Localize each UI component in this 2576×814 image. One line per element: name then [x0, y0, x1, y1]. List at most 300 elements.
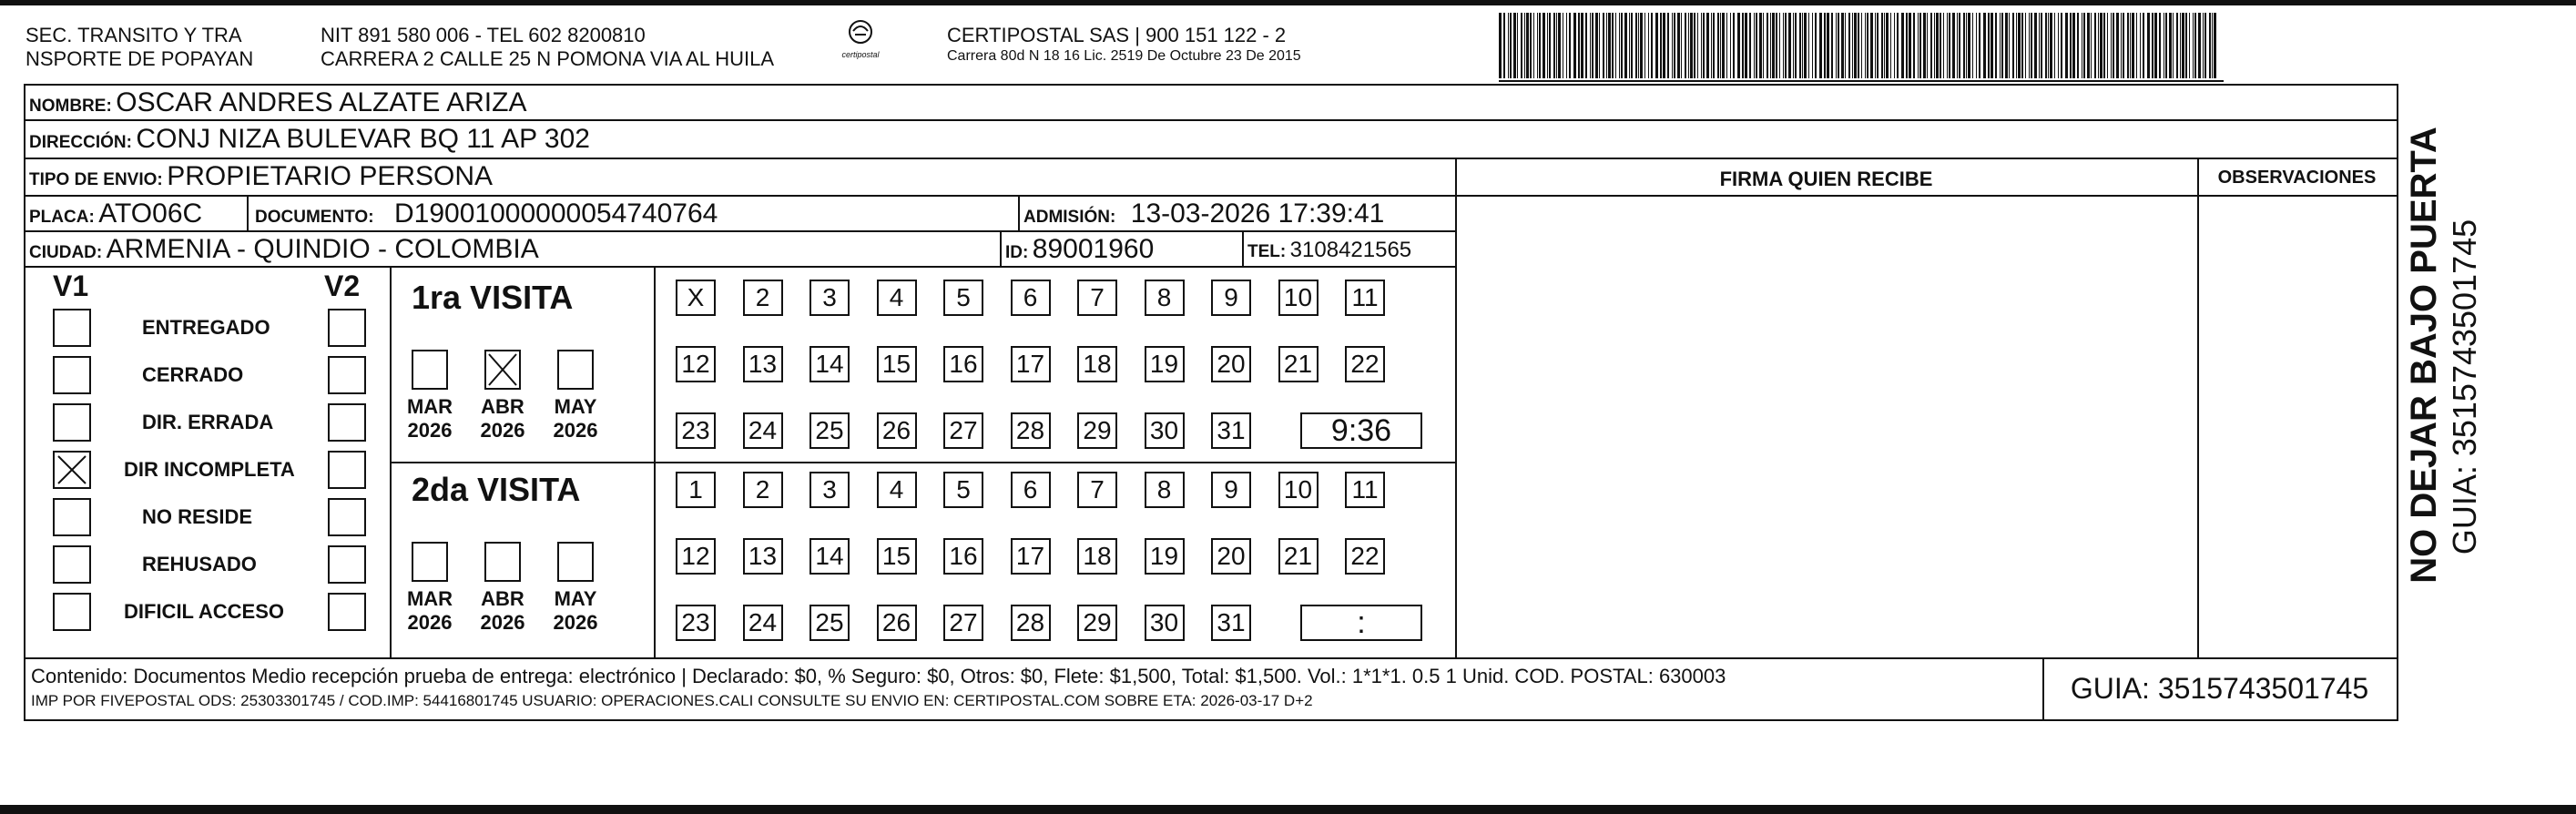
- barcode-bar: [1595, 13, 1598, 78]
- day-box[interactable]: 18: [1077, 538, 1117, 575]
- day-box[interactable]: 19: [1145, 346, 1185, 382]
- barcode-bar: [1890, 13, 1891, 78]
- day-box[interactable]: 6: [1011, 472, 1051, 508]
- month-name: MAR: [406, 587, 453, 610]
- day-box[interactable]: 11: [1345, 280, 1385, 316]
- day-box[interactable]: 21: [1278, 346, 1319, 382]
- barcode-bar: [1884, 13, 1885, 78]
- barcode-bar: [1799, 13, 1801, 78]
- barcode-bar: [1772, 13, 1775, 78]
- barcode-bar: [1983, 13, 1986, 78]
- day-box[interactable]: 29: [1077, 412, 1117, 449]
- v2-checkbox[interactable]: [328, 498, 366, 536]
- barcode-bar: [1812, 13, 1813, 78]
- status-label: DIR. ERRADA: [142, 411, 274, 433]
- barcode-bar: [1804, 13, 1807, 78]
- day-box[interactable]: 12: [676, 538, 716, 575]
- barcode-bar: [1690, 13, 1693, 78]
- barcode-bar: [2123, 13, 2124, 78]
- day-box[interactable]: 22: [1345, 538, 1385, 575]
- form-left-edge: [24, 84, 25, 721]
- barcode-bar: [1952, 13, 1955, 78]
- barcode-bar: [1976, 13, 1977, 78]
- barcode-bar: [1957, 13, 1958, 78]
- direccion-label: DIRECCIÓN:: [29, 133, 132, 152]
- day-box[interactable]: 11: [1345, 472, 1385, 508]
- barcode-bar: [2021, 13, 2023, 78]
- barcode-bar: [1848, 13, 1850, 78]
- v1-checkbox[interactable]: [53, 451, 91, 489]
- v2-label: V2: [324, 270, 361, 302]
- id-field: [1005, 234, 1154, 265]
- month-name: MAR: [406, 395, 453, 418]
- barcode-bar: [2077, 13, 2079, 78]
- day-box[interactable]: 16: [943, 538, 983, 575]
- barcode-bar: [1906, 13, 1908, 78]
- row-line-4: [24, 230, 1455, 232]
- barcode-bar: [1988, 13, 1990, 78]
- month-name: MAY: [554, 395, 597, 418]
- day-box[interactable]: 20: [1211, 538, 1251, 575]
- barcode-bar: [1897, 13, 1899, 78]
- barcode-bar: [2018, 13, 2021, 78]
- barcode-bar: [1674, 13, 1675, 78]
- side-text: [2404, 73, 2504, 637]
- month-label: [544, 395, 607, 443]
- barcode-bar: [2029, 13, 2030, 78]
- barcode-bar: [1901, 13, 1904, 78]
- v1-checkbox[interactable]: [53, 403, 91, 442]
- barcode-bar: [1685, 13, 1686, 78]
- barcode-bar: [1763, 13, 1764, 78]
- nombre-label: NOMBRE:: [29, 97, 112, 116]
- v2-checkbox[interactable]: [328, 593, 366, 631]
- barcode-bar: [2132, 13, 2134, 78]
- day-box[interactable]: 13: [743, 538, 783, 575]
- day-box[interactable]: 3: [809, 472, 850, 508]
- status-label: ENTREGADO: [142, 316, 270, 339]
- day-box[interactable]: 27: [943, 605, 983, 641]
- barcode-bar: [2116, 13, 2119, 78]
- day-box[interactable]: 23: [676, 605, 716, 641]
- ciudad-label: CIUDAD:: [29, 243, 103, 262]
- barcode-bar: [1624, 13, 1627, 78]
- nombre-row: [29, 87, 526, 118]
- barcode-bar: [1590, 13, 1591, 78]
- barcode-bar: [1526, 13, 1529, 78]
- barcode-bar: [2198, 13, 2201, 78]
- barcode-bar: [2000, 13, 2001, 78]
- barcode-bar: [2193, 13, 2194, 78]
- barcode-bar: [2087, 13, 2090, 78]
- barcode-bar: [1672, 13, 1673, 78]
- day-box[interactable]: 29: [1077, 605, 1117, 641]
- barcode-bar: [1770, 13, 1771, 78]
- day-box[interactable]: 20: [1211, 346, 1251, 382]
- admision-sep: [1018, 195, 1020, 231]
- time-box[interactable]: 9:36: [1300, 412, 1422, 449]
- barcode-bar: [2136, 13, 2137, 78]
- check-x-icon: [55, 453, 89, 487]
- day-box[interactable]: 2: [743, 280, 783, 316]
- barcode-bar: [1875, 13, 1876, 78]
- barcode-bar: [1503, 13, 1505, 78]
- row-line-3: [24, 195, 2398, 197]
- tel-value: 3108421565: [1289, 238, 1412, 262]
- barcode-bar: [1852, 13, 1853, 78]
- barcode-bar: [1923, 13, 1926, 78]
- day-box[interactable]: 23: [676, 412, 716, 449]
- barcode-bar: [2009, 13, 2010, 78]
- day-box[interactable]: 7: [1077, 472, 1117, 508]
- barcode-bar: [2147, 13, 2150, 78]
- barcode-bar: [2121, 13, 2122, 78]
- barcode-bar: [1968, 13, 1970, 78]
- barcode-bar: [1569, 13, 1571, 78]
- day-box[interactable]: 27: [943, 412, 983, 449]
- tel-field: [1247, 238, 1411, 263]
- barcode-bar: [2025, 13, 2026, 78]
- barcode-bar: [1802, 13, 1803, 78]
- barcode-bar: [2173, 13, 2174, 78]
- barcode-bar: [1733, 13, 1735, 78]
- day-box[interactable]: 14: [809, 538, 850, 575]
- barcode-bar: [2054, 13, 2055, 78]
- barcode-bar: [1767, 13, 1768, 78]
- id-value: 89001960: [1032, 234, 1155, 264]
- barcode-bar: [1858, 13, 1859, 78]
- barcode-bar: [1722, 13, 1725, 78]
- barcode-bar: [2127, 13, 2129, 78]
- barcode-bar: [2165, 13, 2167, 78]
- day-box[interactable]: 17: [1011, 538, 1051, 575]
- status-label: CERRADO: [142, 363, 244, 386]
- imp-text: IMP POR FIVEPOSTAL ODS: 25303301745 / COD.IMP: 54416801745 USUARIO: OPERACIONES.CALI CONSULTE SU ENVIO EN: CERTIPOSTAL.COM SOBRE ETA: 2026-03-17 D+2: [31, 692, 1313, 709]
- barcode-bar: [2048, 13, 2049, 78]
- day-box[interactable]: 10: [1278, 472, 1319, 508]
- barcode-bar: [2091, 13, 2092, 78]
- month-checkbox[interactable]: [412, 350, 448, 390]
- day-box[interactable]: 1: [676, 472, 716, 508]
- barcode-bar: [1947, 13, 1948, 78]
- barcode-bar: [1934, 13, 1935, 78]
- barcode-bar: [1543, 13, 1545, 78]
- barcode-bar: [1539, 13, 1541, 78]
- barcode-bar: [2204, 13, 2206, 78]
- barcode-bar: [1581, 13, 1583, 78]
- v2-checkbox[interactable]: [328, 309, 366, 347]
- barcode-bar: [1783, 13, 1784, 78]
- v1-label: V1: [53, 270, 89, 302]
- day-box[interactable]: 22: [1345, 346, 1385, 382]
- barcode-bar: [2070, 13, 2072, 78]
- day-box[interactable]: 15: [877, 538, 917, 575]
- v2-checkbox[interactable]: [328, 403, 366, 442]
- barcode-bar: [1959, 13, 1960, 78]
- day-box[interactable]: 31: [1211, 412, 1251, 449]
- footer-guia: GUIA: 3515743501745: [2070, 672, 2369, 705]
- barcode-bar: [1667, 13, 1669, 78]
- check-x-icon: [486, 351, 519, 388]
- tipo-row: [29, 161, 493, 192]
- barcode-bar: [1629, 13, 1630, 78]
- barcode-bar: [1640, 13, 1643, 78]
- day-box[interactable]: X: [676, 280, 716, 316]
- barcode-bar: [1756, 13, 1757, 78]
- barcode-bar: [1730, 13, 1731, 78]
- day-box[interactable]: 25: [809, 605, 850, 641]
- barcode-bar: [2001, 13, 2003, 78]
- status-label: DIFICIL ACCESO: [124, 600, 285, 623]
- row-line-1: [24, 119, 2398, 121]
- barcode-bar: [1717, 13, 1719, 78]
- v1-checkbox[interactable]: [53, 356, 91, 394]
- barcode-bar: [1524, 13, 1525, 78]
- barcode-bar: [1940, 13, 1941, 78]
- day-box[interactable]: 5: [943, 280, 983, 316]
- day-box[interactable]: 30: [1145, 412, 1185, 449]
- barcode-bar: [1663, 13, 1665, 78]
- barcode-bar: [1894, 13, 1895, 78]
- barcode-bar: [2072, 13, 2075, 78]
- barcode-bar: [1742, 13, 1744, 78]
- barcode-bar: [2045, 13, 2047, 78]
- barcode-bar: [1779, 13, 1780, 78]
- barcode-bar: [1606, 13, 1607, 78]
- sender-line-2: NSPORTE DE POPAYAN: [25, 47, 254, 70]
- barcode-bar: [1927, 13, 1928, 78]
- month-name: ABR: [481, 587, 524, 610]
- month-label: [471, 587, 535, 635]
- barcode-bar: [1558, 13, 1561, 78]
- day-box[interactable]: 9: [1211, 280, 1251, 316]
- barcode-bar: [2185, 13, 2187, 78]
- barcode-bar: [1635, 13, 1637, 78]
- day-box[interactable]: 16: [943, 346, 983, 382]
- nit-line: NIT 891 580 006 - TEL 602 8200810: [321, 24, 646, 46]
- documento-label: DOCUMENTO:: [255, 208, 374, 227]
- day-box[interactable]: 7: [1077, 280, 1117, 316]
- row-line-2: [24, 158, 2398, 159]
- status-label: NO RESIDE: [142, 505, 253, 528]
- day-box[interactable]: 25: [809, 412, 850, 449]
- month-checkbox[interactable]: [412, 542, 448, 582]
- barcode-bar: [2152, 13, 2153, 78]
- row-line-5: [24, 266, 1455, 268]
- day-box[interactable]: 31: [1211, 605, 1251, 641]
- barcode-bar: [1737, 13, 1740, 78]
- day-box[interactable]: 3: [809, 280, 850, 316]
- barcode-bar: [1788, 13, 1791, 78]
- barcode-bar: [1972, 13, 1973, 78]
- top-border: [0, 0, 2576, 5]
- no-dejar-text: NO DEJAR BAJO PUERTA: [2404, 127, 2444, 584]
- barcode-bar: [1621, 13, 1623, 78]
- month-label: [398, 587, 462, 635]
- v1-checkbox[interactable]: [53, 309, 91, 347]
- barcode-bar: [1909, 13, 1911, 78]
- day-box[interactable]: 12: [676, 346, 716, 382]
- month-label: [471, 395, 535, 443]
- barcode-bar: [1949, 13, 1950, 78]
- day-box[interactable]: 28: [1011, 605, 1051, 641]
- barcode-bar: [1648, 13, 1649, 78]
- sig-left-line: [1455, 158, 1457, 657]
- month-checkbox[interactable]: [484, 350, 521, 390]
- day-box[interactable]: 2: [743, 472, 783, 508]
- barcode-bar: [1918, 13, 1919, 78]
- day-box[interactable]: 15: [877, 346, 917, 382]
- barcode-bar: [1845, 13, 1846, 78]
- barcode-bar: [2012, 13, 2014, 78]
- month-checkbox[interactable]: [557, 542, 594, 582]
- barcode-bar: [1573, 13, 1576, 78]
- barcode-bar: [1537, 13, 1538, 78]
- admision-value: 13-03-2026 17:39:41: [1130, 198, 1385, 229]
- barcode-bar: [1713, 13, 1715, 78]
- day-box[interactable]: 21: [1278, 538, 1319, 575]
- day-box[interactable]: 4: [877, 472, 917, 508]
- barcode-bar: [1795, 13, 1797, 78]
- admision-field: [1023, 198, 1384, 229]
- day-box[interactable]: 30: [1145, 605, 1185, 641]
- tipo-label: TIPO DE ENVIO:: [29, 170, 163, 189]
- barcode-bar: [1886, 13, 1889, 78]
- day-box[interactable]: 6: [1011, 280, 1051, 316]
- placa-label: PLACA:: [29, 208, 95, 227]
- visit1-title: 1ra VISITA: [412, 279, 574, 316]
- day-box[interactable]: 13: [743, 346, 783, 382]
- month-checkbox[interactable]: [557, 350, 594, 390]
- ciudad-value: ARMENIA - QUINDIO - COLOMBIA: [106, 234, 539, 264]
- barcode-bar: [2159, 13, 2161, 78]
- barcode-bar: [2094, 13, 2096, 78]
- barcode-bar: [1720, 13, 1721, 78]
- day-box[interactable]: 9: [1211, 472, 1251, 508]
- barcode-bar: [2039, 13, 2040, 78]
- barcode-bar: [1499, 13, 1502, 78]
- day-box[interactable]: 5: [943, 472, 983, 508]
- barcode-bar: [1824, 13, 1826, 78]
- day-box[interactable]: 18: [1077, 346, 1117, 382]
- barcode-bar: [2143, 13, 2144, 78]
- admision-label: ADMISIÓN:: [1023, 208, 1116, 227]
- barcode-bar: [1841, 13, 1844, 78]
- placa-field: [29, 198, 202, 229]
- day-box[interactable]: 26: [877, 605, 917, 641]
- month-year: 2026: [407, 419, 453, 442]
- barcode-bar: [1706, 13, 1709, 78]
- barcode-bar: [1861, 13, 1862, 78]
- direccion-row: [29, 124, 590, 155]
- day-box[interactable]: 17: [1011, 346, 1051, 382]
- firma-label: FIRMA QUIEN RECIBE: [1719, 168, 1933, 190]
- day-box[interactable]: 8: [1145, 472, 1185, 508]
- day-box[interactable]: 26: [877, 412, 917, 449]
- month-year: 2026: [480, 419, 525, 442]
- bottom-border: [0, 805, 2576, 814]
- day-box[interactable]: 28: [1011, 412, 1051, 449]
- barcode-bar: [1995, 13, 1997, 78]
- v1-checkbox[interactable]: [53, 545, 91, 584]
- barcode-bar: [1688, 13, 1689, 78]
- barcode-bar: [1578, 13, 1580, 78]
- barcode-bar: [1530, 13, 1532, 78]
- barcode-bar: [1913, 13, 1915, 78]
- id-label: ID:: [1005, 243, 1029, 262]
- day-box[interactable]: 24: [743, 412, 783, 449]
- barcode-bar: [2061, 13, 2062, 78]
- month-year: 2026: [407, 611, 453, 634]
- barcode-bar: [1703, 13, 1705, 78]
- barcode-bar: [1681, 13, 1682, 78]
- barcode-bar: [2113, 13, 2114, 78]
- day-box[interactable]: 14: [809, 346, 850, 382]
- tipo-value: PROPIETARIO PERSONA: [167, 161, 494, 191]
- barcode-bar: [2098, 13, 2099, 78]
- barcode-bar: [2214, 13, 2216, 78]
- day-box[interactable]: 8: [1145, 280, 1185, 316]
- barcode-bar: [1819, 13, 1822, 78]
- day-box[interactable]: 4: [877, 280, 917, 316]
- barcode-bar: [1619, 13, 1620, 78]
- barcode-bar: [2209, 13, 2211, 78]
- status-label: REHUSADO: [142, 553, 257, 575]
- barcode-bar: [2111, 13, 2112, 78]
- barcode-bar: [1655, 13, 1658, 78]
- barcode-bar: [1831, 13, 1833, 78]
- obs-left-line: [2197, 158, 2199, 657]
- barcode-bar: [2103, 13, 2105, 78]
- v2-checkbox[interactable]: [328, 545, 366, 584]
- tel-label: TEL:: [1247, 242, 1287, 261]
- barcode-bar: [1612, 13, 1614, 78]
- v2-checkbox[interactable]: [328, 451, 366, 489]
- day-box[interactable]: 10: [1278, 280, 1319, 316]
- barcode-bar: [1966, 13, 1967, 78]
- placa-sep: [247, 195, 249, 231]
- sender-block: [25, 24, 253, 71]
- barcode-bar: [1979, 13, 1980, 78]
- v2-checkbox[interactable]: [328, 356, 366, 394]
- barcode-bar: [1556, 13, 1557, 78]
- month-checkbox[interactable]: [484, 542, 521, 582]
- time-box[interactable]: :: [1300, 605, 1422, 641]
- barcode-bar: [1644, 13, 1645, 78]
- barcode-bar: [1547, 13, 1548, 78]
- nombre-value: OSCAR ANDRES ALZATE ARIZA: [116, 87, 527, 117]
- month-name: MAY: [554, 587, 597, 610]
- months-days-sep: [654, 266, 656, 657]
- barcode-bar: [1785, 13, 1787, 78]
- barcode-bar: [1749, 13, 1751, 78]
- barcode-bar: [1836, 13, 1837, 78]
- ciudad-field: [29, 234, 539, 265]
- barcode-bar: [1754, 13, 1755, 78]
- barcode-bar: [1566, 13, 1567, 78]
- side-guia-text: GUIA: 3515743501745: [2446, 219, 2483, 555]
- month-name: ABR: [481, 395, 524, 418]
- v1-checkbox[interactable]: [53, 593, 91, 631]
- day-box[interactable]: 19: [1145, 538, 1185, 575]
- barcode-bar: [1815, 13, 1817, 78]
- barcode-bar: [1677, 13, 1680, 78]
- barcode-bar: [1991, 13, 1993, 78]
- month-year: 2026: [553, 611, 598, 634]
- barcode-bar: [1930, 13, 1932, 78]
- day-box[interactable]: 24: [743, 605, 783, 641]
- v1-checkbox[interactable]: [53, 498, 91, 536]
